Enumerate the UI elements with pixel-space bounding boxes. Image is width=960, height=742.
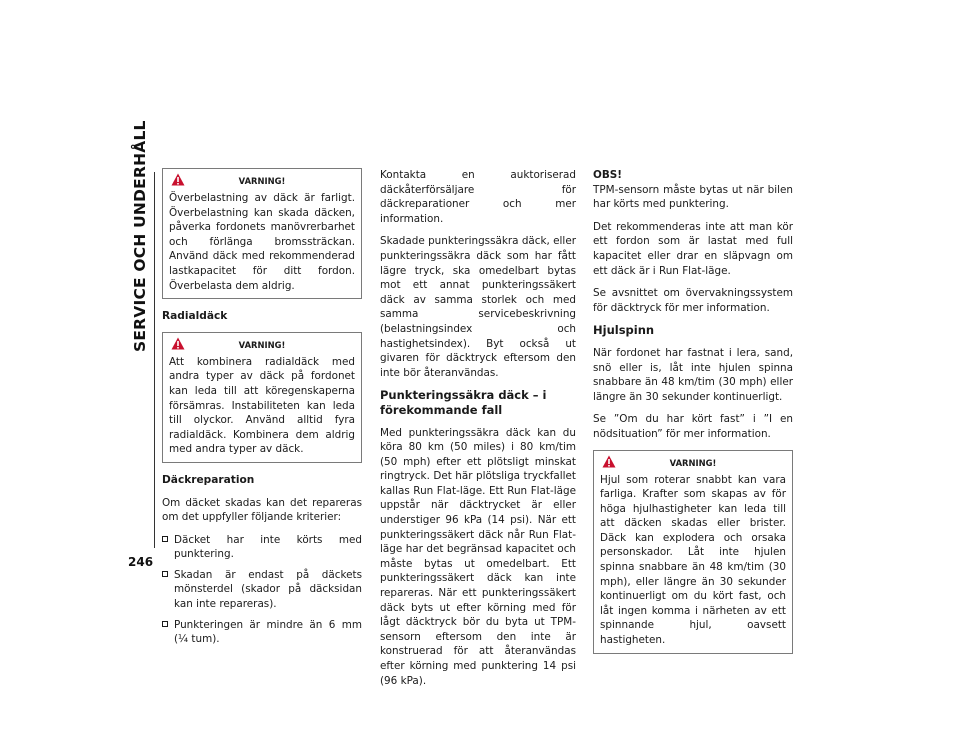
list-item — [162, 568, 362, 612]
paragraph-contact-dealer: Kontakta en auktoriserad däckåterförsäljare för däckreparationer och mer information. — [380, 169, 576, 225]
paragraph-run-flat-mode: Med punkteringssäkra däck kan du köra 80 km (50 miles) i 80 km/tim (50 mph) efter ett plötsligt minskat ringtryck. Det här plötsliga tryckfallet kallas Run Flat-läge. Ett Run Flat-läge uppstår när däcktrycket är eller understiger 96 kPa (14 psi). När ett punkteringssäkert däck når Run Flat-läge har det begränsad kapacitet och måste bytas ut omedelbart. Ett punkteringssäkert däck kan inte repareras. När ett punkteringssäkert däck byts ut efter körning med för lågt däcktryck bör du byta ut TPM-sensorn eftersom den inte är konstruerad för att återanvändas efter körning med punktering 14 psi (96 kPa). — [380, 426, 576, 687]
paragraph-emergency-reference: Se ”Om du har kört fast” i ”I en nödsituation” för mer information. — [593, 413, 793, 440]
warning-label: VARNING! — [238, 339, 286, 350]
warning-text: Att kombinera radialdäck med andra typer av däck på fordonet kan leda till att köregenskaperna försämras. Instabiliteten kan leda till olyckor. Använd alltid fyra radialdäck. Kombinera dem aldrig med andra typer av däck. — [169, 355, 355, 456]
column-left — [162, 168, 362, 653]
list-item-text: Däcket har inte körts med punktering. — [174, 533, 362, 561]
warning-triangle-icon — [171, 173, 185, 186]
heading-radial-tires: Radialdäck — [162, 310, 228, 323]
square-bullet-icon — [162, 571, 168, 577]
warning-header — [169, 333, 355, 355]
warning-label: VARNING! — [669, 457, 717, 468]
paragraph-damaged-runflat: Skadade punkteringssäkra däck, eller punkteringssäkra däck som har fått lägre tryck, ska omedelbart bytas mot ett annat punkteringssäkert däck av samma storlek och med samma servicebeskrivning (belastningsindex och hastighetsindex). Byt också ut givaren för däcktryck eftersom den inte bör återanvändas. — [380, 235, 576, 379]
heading-run-flat: Punkteringssäkra däck – i förekommande fall — [380, 388, 547, 417]
repair-criteria-list — [162, 533, 362, 647]
warning-text: Hjul som roterar snabbt kan vara farliga. Krafter som skapas av för höga hjulhastigheter kan leda till att däcken skadas eller brister. Däck kan explodera och orsaka personskador. Låt inte hjulen spinna snabbare än 48 km/tim (30 mph), eller längre än 30 sekunder kontinuerligt om du kört fast, och låt ingen komma i närheten av ett spinnande hjul, oavsett hastigheten. — [600, 473, 786, 647]
warning-triangle-icon — [171, 337, 185, 350]
paragraph-full-load: Det rekommenderas inte att man kör ett fordon som är lastat med full kapacitet eller drar en släpvagn om ett däck är i Run Flat-läge. — [593, 220, 793, 277]
warning-box-wheel-spin — [593, 450, 793, 654]
warning-text: Överbelastning av däck är farligt. Överbelastning kan skada däcken, påverka fordonets manövrerbarhet och förlänga bromssträckan. Använd däck med rekommenderad lastkapacitet för ditt fordon. Överbelasta dem aldrig. — [169, 192, 355, 292]
note-label: OBS! — [593, 169, 622, 181]
column-middle — [380, 168, 576, 696]
warning-header — [600, 451, 786, 473]
repair-intro: Om däcket skadas kan det repareras om det uppfyller följande kriterier: — [162, 496, 362, 524]
square-bullet-icon — [162, 536, 168, 542]
list-item-text: Punkteringen är mindre än 6 mm (¼ tum). — [174, 618, 362, 646]
paragraph-stuck-vehicle: När fordonet har fastnat i lera, sand, snö eller is, låt inte hjulen spinna snabbare än 48 km/tim (30 mph) eller längre än 30 sekunder kontinuerligt. — [593, 346, 793, 403]
column-right — [593, 168, 793, 664]
list-item-text: Skadan är endast på däckets mönsterdel (skador på däcksidan kan inte repareras). — [174, 568, 362, 611]
heading-wheel-spin: Hjulspinn — [593, 323, 655, 338]
list-item — [162, 533, 362, 562]
square-bullet-icon — [162, 621, 168, 627]
warning-triangle-icon — [602, 455, 616, 468]
paragraph-tpms-reference: Se avsnittet om övervakningssystem för däcktryck för mer information. — [593, 287, 793, 314]
page-number: 246 — [128, 555, 154, 569]
warning-label: VARNING! — [238, 176, 286, 186]
warning-box-radial — [162, 332, 362, 463]
note-text: TPM-sensorn måste bytas ut när bilen har körts med punktering. — [593, 183, 793, 211]
warning-header — [169, 169, 355, 191]
warning-box-overload — [162, 168, 362, 299]
section-divider — [154, 172, 155, 548]
heading-tire-repair: Däckreparation — [162, 473, 255, 486]
list-item — [162, 618, 362, 647]
section-title: SERVICE OCH UNDERHÅLL — [131, 120, 149, 352]
